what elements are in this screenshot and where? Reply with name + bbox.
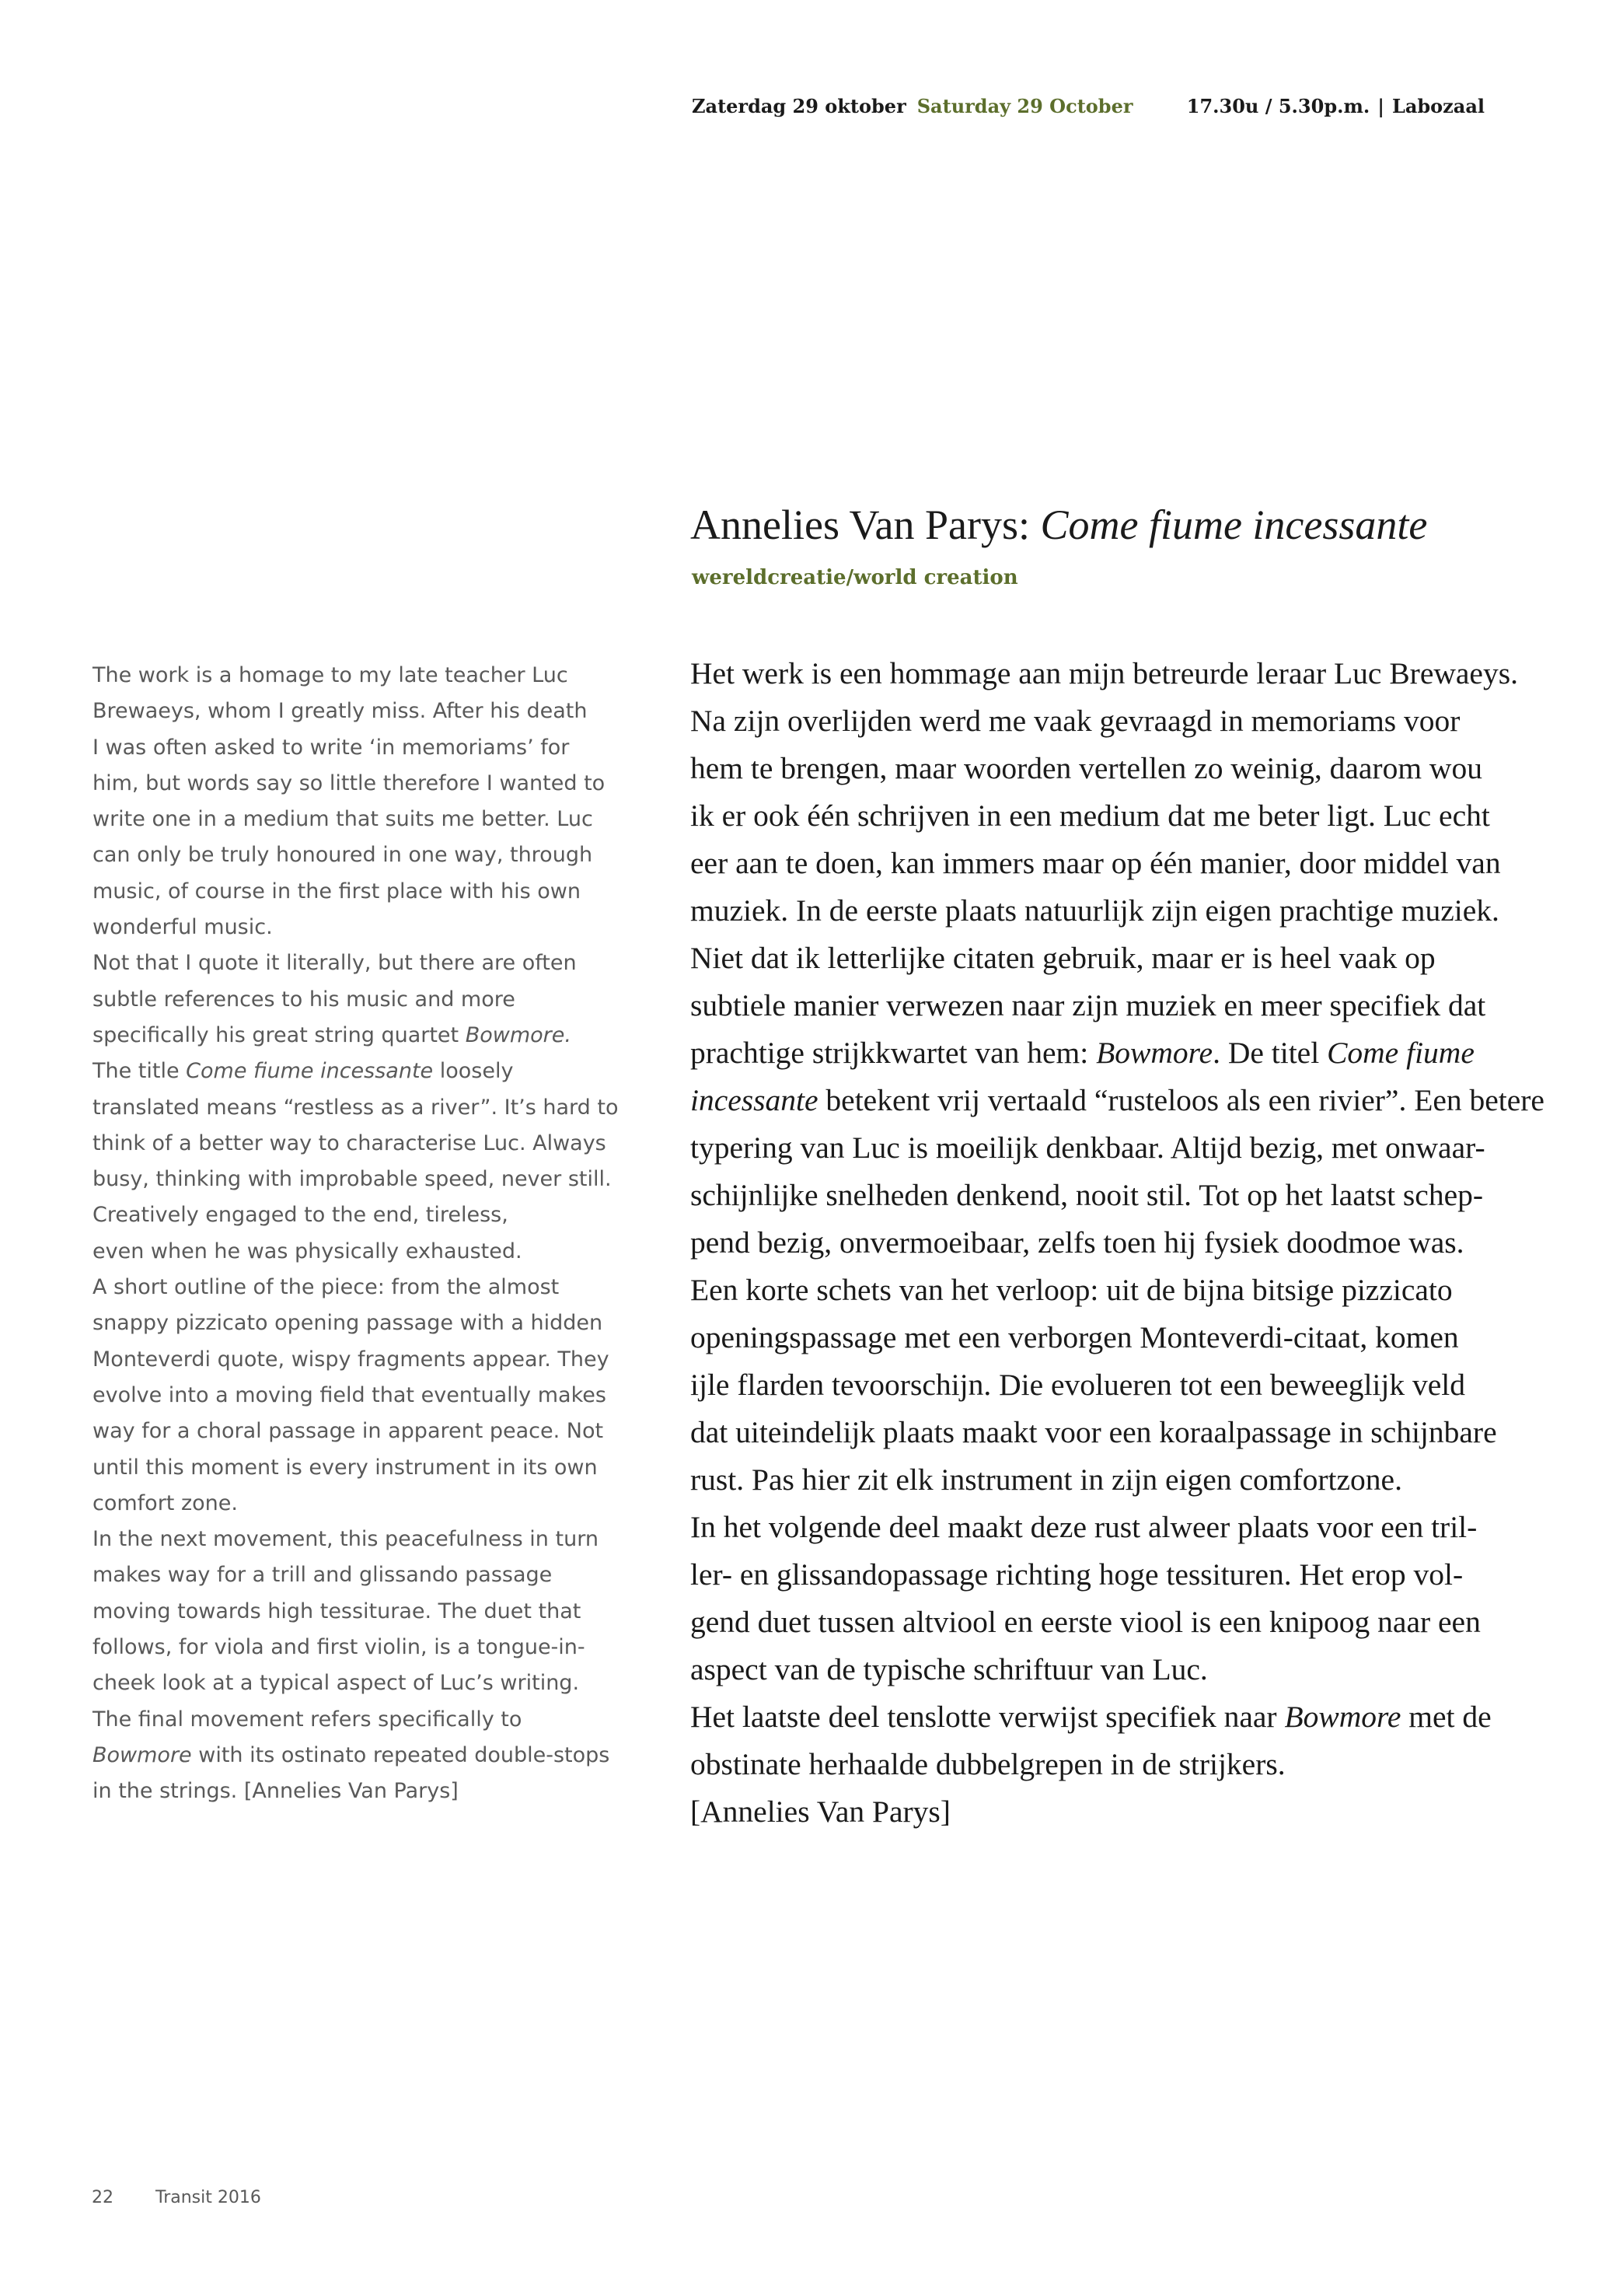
dutch-line: subtiele manier verwezen naar zijn muziek en meer specifiek dat (690, 988, 1486, 1022)
english-line: comfort zone. (92, 1490, 238, 1515)
english-text-run: loosely (433, 1059, 514, 1084)
dutch-text-run: betekent vrij vertaald “rusteloos als een rivier”. Een betere (818, 1083, 1544, 1117)
dutch-line: hem te brengen, maar woorden vertellen zo weinig, daarom wou (690, 751, 1482, 785)
english-line: subtle references to his music and more (92, 987, 515, 1012)
dutch-line: typering van Luc is moeilijk denkbaar. Altijd bezig, met onwaar- (690, 1131, 1485, 1165)
dutch-line: rust. Pas hier zit elk instrument in zijn eigen comfortzone. (690, 1463, 1402, 1497)
dutch-line: aspect van de typische schriftuur van Luc. (690, 1652, 1208, 1686)
dutch-italic-run: Bowmore (1096, 1036, 1213, 1070)
english-line: moving towards high tessiturae. The duet that (92, 1599, 581, 1623)
english-line: The work is a homage to my late teacher Luc (92, 663, 568, 687)
dutch-line: gend duet tussen altviool en eerste viool is een knipoog naar een (690, 1605, 1481, 1639)
english-line: Monteverdi quote, wispy fragments appear. They (92, 1347, 609, 1372)
english-line (92, 1018, 637, 1054)
dutch-line: In het volgende deel maakt deze rust alweer plaats voor een tril- (690, 1510, 1478, 1544)
dutch-text-column (690, 650, 1544, 1836)
dutch-text-run: Het laatste deel tenslotte verwijst specifiek naar (690, 1700, 1285, 1734)
dutch-line: openingspassage met een verborgen Monteverdi-citaat, komen (690, 1320, 1459, 1354)
english-line (92, 1738, 637, 1774)
english-line: him, but words say so little therefore I wanted to (92, 771, 606, 795)
page-number: 22 (92, 2188, 113, 2207)
english-line: can only be truly honoured in one way, through (92, 843, 593, 868)
dutch-line (690, 1029, 1499, 1077)
english-line: The final movement refers specifically to (92, 1707, 522, 1732)
english-line: evolve into a moving field that eventually makes (92, 1382, 606, 1407)
page-title (690, 498, 1499, 552)
english-line: I was often asked to write ‘in memoriams’ for (92, 735, 570, 760)
english-line: in the strings. [Annelies Van Parys] (92, 1779, 459, 1804)
english-italic-run: Come fiume incessante (186, 1059, 434, 1084)
english-line: busy, thinking with improbable speed, never still. (92, 1167, 612, 1192)
english-line (92, 1054, 637, 1089)
english-line: cheek look at a typical aspect of Luc’s writing. (92, 1671, 580, 1696)
dutch-line: ik er ook één schrijven in een medium dat me beter ligt. Luc echt (690, 799, 1490, 833)
english-italic-run: Bowmore. (465, 1022, 571, 1047)
dutch-line: eer aan te doen, kan immers maar op één manier, door middel van (690, 846, 1501, 880)
dutch-text-run: met de (1401, 1700, 1492, 1734)
header-dates (692, 95, 1133, 117)
dutch-line (690, 1077, 1544, 1124)
date-english: Saturday 29 October (916, 95, 1133, 117)
dutch-text-run: prachtige strijkkwartet van hem: (690, 1036, 1097, 1070)
page-subtitle: wereldcreatie/world creation (692, 566, 1018, 589)
dutch-line: Na zijn overlijden werd me vaak gevraagd in memoriams voor (690, 704, 1461, 738)
english-line: write one in a medium that suits me better. Luc (92, 807, 593, 832)
dutch-italic-run: Come fiume (1327, 1036, 1475, 1070)
english-text-column (92, 658, 637, 1810)
work-title: Come fiume incessante (1040, 501, 1428, 548)
dutch-line: schijnlijke snelheden denkend, nooit stil. Tot op het laatst schep- (690, 1178, 1484, 1212)
dutch-line: obstinate herhaalde dubbelgrepen in de strijkers. (690, 1747, 1286, 1781)
event-venue: Labozaal (1391, 95, 1485, 117)
english-text-run: with its ostinato repeated double-stops (191, 1742, 610, 1767)
dutch-text-run: . De titel (1213, 1036, 1328, 1070)
english-text-run: The title (92, 1059, 187, 1084)
dutch-line: ijle flarden tevoorschijn. Die evolueren tot een beweeglijk veld (690, 1368, 1466, 1402)
english-line: even when he was physically exhausted. (92, 1239, 522, 1263)
english-line: snappy pizzicato opening passage with a hidden (92, 1311, 603, 1336)
english-line: Creatively engaged to the end, tireless, (92, 1203, 508, 1228)
composer-name: Annelies Van Parys: (690, 501, 1030, 548)
english-line: In the next movement, this peacefulness in turn (92, 1527, 599, 1552)
dutch-line: Niet dat ik letterlijke citaten gebruik, maar er is heel vaak op (690, 941, 1436, 975)
english-line: wonderful music. (92, 915, 273, 940)
dutch-line: muziek. In de eerste plaats natuurlijk zijn eigen prachtige muziek. (690, 893, 1499, 928)
dutch-line: dat uiteindelijk plaats maakt voor een koraalpassage in schijnbare (690, 1415, 1497, 1449)
dutch-line: ler- en glissandopassage richting hoge tessituren. Het erop vol- (690, 1557, 1464, 1592)
event-time: 17.30u / 5.30p.m. (1186, 95, 1370, 117)
dutch-italic-run: Bowmore (1284, 1700, 1401, 1734)
date-dutch: Zaterdag 29 oktober (692, 95, 906, 117)
english-line: until this moment is every instrument in its own (92, 1455, 598, 1480)
dutch-line (690, 1693, 1499, 1741)
dutch-line: Het werk is een hommage aan mijn betreurde leraar Luc Brewaeys. (690, 656, 1518, 690)
publication-name: Transit 2016 (155, 2188, 261, 2207)
english-line: A short outline of the piece: from the almost (92, 1275, 560, 1300)
page-footer (92, 2188, 261, 2207)
english-line: makes way for a trill and glissando passage (92, 1563, 553, 1588)
english-line: think of a better way to characterise Luc. Always (92, 1131, 606, 1155)
english-line: way for a choral passage in apparent peace. Not (92, 1419, 604, 1444)
header-time-venue (1187, 95, 1485, 117)
english-italic-run: Bowmore (92, 1742, 192, 1767)
english-line: Not that I quote it literally, but there are often (92, 951, 577, 976)
english-line: translated means “restless as a river”. It’s hard to (92, 1095, 619, 1120)
page-header (692, 95, 1485, 126)
dutch-line: Een korte schets van het verloop: uit de bijna bitsige pizzicato (690, 1273, 1453, 1307)
dutch-italic-run: incessante (690, 1083, 818, 1117)
english-text-run: specifically his great string quartet (92, 1022, 466, 1047)
english-line: music, of course in the first place with his own (92, 879, 581, 903)
dutch-line: [Annelies Van Parys] (690, 1795, 951, 1829)
english-line: Brewaeys, whom I greatly miss. After his death (92, 699, 588, 724)
dutch-line: pend bezig, onvermoeibaar, zelfs toen hij fysiek doodmoe was. (690, 1225, 1464, 1260)
english-line: follows, for viola and first violin, is a tongue-in- (92, 1635, 585, 1660)
header-separator: | (1377, 95, 1384, 117)
